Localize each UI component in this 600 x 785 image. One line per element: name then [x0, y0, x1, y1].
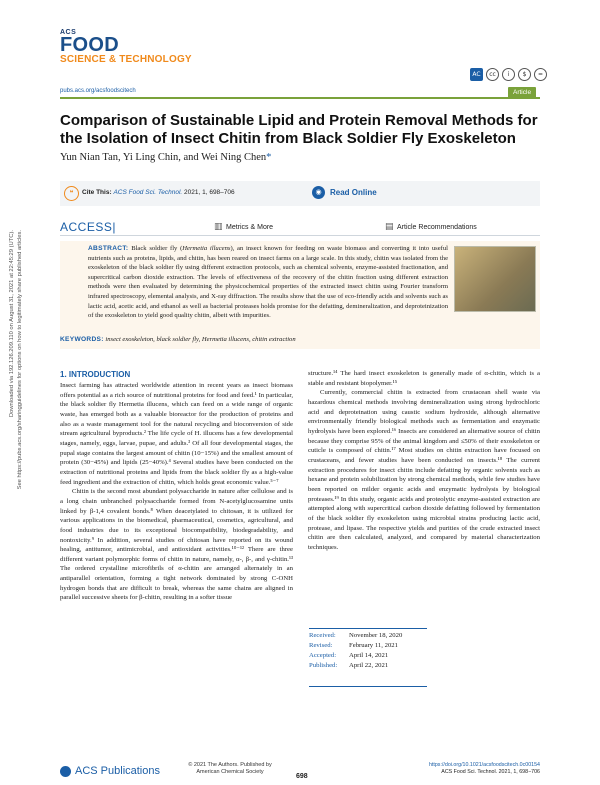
- doi-link[interactable]: https://doi.org/10.1021/acsfoodscitech.0c00154: [428, 762, 540, 768]
- paragraph: Chitin is the second most abundant polysaccharide in nature after cellulose and is a long chain unbranched polysaccharide formed from N-acetylglucosamine units linked by β-1,4 covalent bonds.⁸ When deacetylated to chitosan, it is utilized for various applications in the biomedical, pharmaceutical, cosmetics, agricultural, and food industries due to its exceptional biocompatibility, biodegradability, and nontoxicity.⁹ In addition, several studies of chitosan have reported on its wound healing, antitumor, antimicrobial, and antioxidant activities.¹⁰⁻¹² There are three different variant polymorphic forms of chitin in nature, namely, α-, β-, and γ-chitin.¹³ The ordered crystalline microfibrils of α-chitin are arranged alternately in an antiparallel orientation, forming a tight network dominated by strong C-ONH hydrogen bonds that are difficult to break, whereas the same chains are aligned in parallel successive sheets for β-chitin, resulting in a softer tissue: [60, 488, 293, 602]
- toc-graphic[interactable]: [454, 246, 536, 312]
- body-column-left: [60, 381, 293, 603]
- header-divider: [60, 97, 540, 99]
- publication-history: [309, 631, 402, 671]
- corresponding-author-mark[interactable]: *: [266, 152, 272, 163]
- journal-reference: ACS Food Sci. Technol. 2021, 1, 698−706: [441, 769, 540, 775]
- abstract-text: ABSTRACT: Black soldier fly (Hermetia illucens), an insect known for feeding on waste biomass and converting it into useful nutrients such as proteins, lipids, and chitin, has been reared on insect farms on a large scale. In this study, chitin was isolated from the exoskeleton of the black soldier fly using different extraction protocols, such as chemical solvents, enzyme-assisted fractionation, and supercritical carbon dioxide extraction. The levels of effectiveness of the recovery of the chitin fraction using different extraction methods were then evaluated by determining the physicochemical properties of the extracted insect chitin using Fourier transform infrared spectroscopy, elemental analysis, and X-ray diffraction. The results show that the use of eco-friendly acids and solvents such as lactic acid, acetic acid, and ethanol as well as bacterial proteases holds promise for the defatting, demineralization, and deproteinization of the exoskeleton to yield good quality chitin, albeit with impurities.: [88, 245, 448, 320]
- metrics-icon[interactable]: ▥: [214, 222, 223, 232]
- history-row: Revised: February 11, 2021: [309, 642, 398, 649]
- noncommercial-icon[interactable]: $: [518, 68, 531, 81]
- noderivatives-icon[interactable]: =: [534, 68, 547, 81]
- author-list: [60, 152, 271, 163]
- acs-logo-icon: [60, 766, 71, 777]
- cite-journal: ACS Food Sci. Technol.: [113, 189, 183, 196]
- article-title: Comparison of Sustainable Lipid and Protein Removal Methods for the Isolation of Insect Chitin from Black Soldier Fly Exoskeleton: [60, 112, 538, 147]
- acs-publications-logo[interactable]: ACS Publications: [60, 765, 160, 777]
- metrics-link[interactable]: Metrics & More: [226, 224, 274, 231]
- keywords: [60, 336, 540, 343]
- download-note-line2: See https://pubs.acs.org/sharingguidelines for options on how to legitimately share published articles.: [17, 230, 23, 490]
- quote-icon: ❝: [64, 186, 79, 201]
- abstract-label: ABSTRACT:: [88, 245, 129, 252]
- access-separator: |: [112, 220, 116, 234]
- abstract-species: Hermetia illucens: [182, 245, 231, 252]
- copyright-notice: © 2021 The Authors. Published by American Chemical Society: [188, 762, 272, 775]
- license-icons: [470, 68, 547, 81]
- history-row: Published: April 22, 2021: [309, 662, 389, 669]
- download-note: [8, 230, 23, 560]
- publisher-mark: ACS: [60, 29, 77, 36]
- acs-authorchoice-icon[interactable]: AC: [470, 68, 483, 81]
- access-divider: [60, 235, 540, 236]
- keywords-value: insect exoskeleton, black soldier fly, Hermetia illucens, chitin extraction: [105, 336, 296, 343]
- article-type-badge: Article: [508, 87, 536, 98]
- history-divider-bottom: [309, 686, 427, 687]
- history-row: Received: November 18, 2020: [309, 632, 403, 639]
- body-column-right: [308, 369, 540, 552]
- recommendations-icon[interactable]: ▤: [385, 222, 394, 232]
- paragraph: Currently, commercial chitin is extracted from crustacean shell waste via hazardous chemical methods involving demineralization using strong hydrochloric acid and deproteination using caustic sodium hydroxide, although alternative environmentally friendly biological methods such as fermentation and enzymatic hydrolysis have been explored.¹⁶ Insects are considered an alternative source of chitin because they comprise 95% of the animal kingdom and ≤50% of their exoskeleton or cuticle is composed of chitin.¹⁷ Most studies on chitin extraction have focused on crustaceans, and fewer studies have been conducted on insects.¹⁸ The current extraction procedures for insect chitin include defatting by organic solvents such as hexane and protein solubilization by strong chemical methods, while few studies have been reported on milder organic acids and enzymatic hydrolysis by biological proteases.¹⁹ In this study, organic acids and proteolytic enzyme-assisted extraction are attempted along with supercritical carbon dioxide defatting followed by fermentation of the black soldier fly exoskeleton using microbial strains producing lactic acid, protease, and lipase. The respective yields and purities of the crude extracted insect chitin are then calculated, analyzed, and compared by material characterization techniques.: [308, 389, 540, 551]
- history-row: Accepted: April 14, 2021: [309, 652, 389, 659]
- recommendations-link[interactable]: Article Recommendations: [397, 224, 477, 231]
- journal-logo-subtitle: SCIENCE & TECHNOLOGY: [60, 54, 192, 65]
- keywords-label: KEYWORDS:: [60, 336, 104, 343]
- journal-logo-food: FOOD: [60, 34, 119, 56]
- author-names[interactable]: Yun Nian Tan, Yi Ling Chin, and Wei Ning Chen: [60, 152, 267, 163]
- paragraph: Insect farming has attracted worldwide attention in recent years as insect biomass offers potential as a rich source of nutritional proteins for food and feed.¹ In particular, the black soldier fly Hermetia illucens, which can feed on a wide range of organic waste, has emerged both as a valuable bioreactor for the production of proteins and also as a waste management tool for the natural recycling and bioconversion of side stream agricultural byproducts.² The life cycle of H. illucens has a few developmental stages, namely, eggs, larvae, pupae, and adults.³ Of all four developmental stages, the pupal stage contains the largest amount of chitin (10−15%) and the smallest amount of protein (30−45%) and lipids (25−40%).⁴ Several studies have been conducted on the extraction of nutritional proteins and lipids from the black soldier fly as a high-value feed ingredient and the extraction of chitin, which holds great economic value.⁵⁻⁷: [60, 382, 293, 486]
- creative-commons-icon[interactable]: cc: [486, 68, 499, 81]
- access-label: ACCESS|: [60, 220, 116, 234]
- cite-label: Cite This:: [82, 189, 112, 196]
- journal-url-link[interactable]: pubs.acs.org/acsfoodscitech: [60, 88, 136, 94]
- page-number: 698: [296, 773, 308, 780]
- read-online-link[interactable]: Read Online: [330, 188, 377, 197]
- paragraph: structure.¹⁴ The hard insect exoskeleton is generally made of α-chitin, which is a stable and resistant biopolymer.¹⁵: [308, 370, 540, 387]
- doi-block: [420, 762, 540, 776]
- attribution-icon[interactable]: i: [502, 68, 515, 81]
- history-divider-top: [309, 628, 427, 629]
- cite-reference: 2021, 1, 698–706: [184, 189, 235, 196]
- read-online-icon[interactable]: ◉: [312, 186, 325, 199]
- cite-this[interactable]: [82, 189, 235, 196]
- download-note-line1: Downloaded via 192.126.209.110 on August 31, 2021 at 22:45:29 (UTC).: [9, 230, 15, 418]
- section-heading-introduction: 1. INTRODUCTION: [60, 370, 131, 379]
